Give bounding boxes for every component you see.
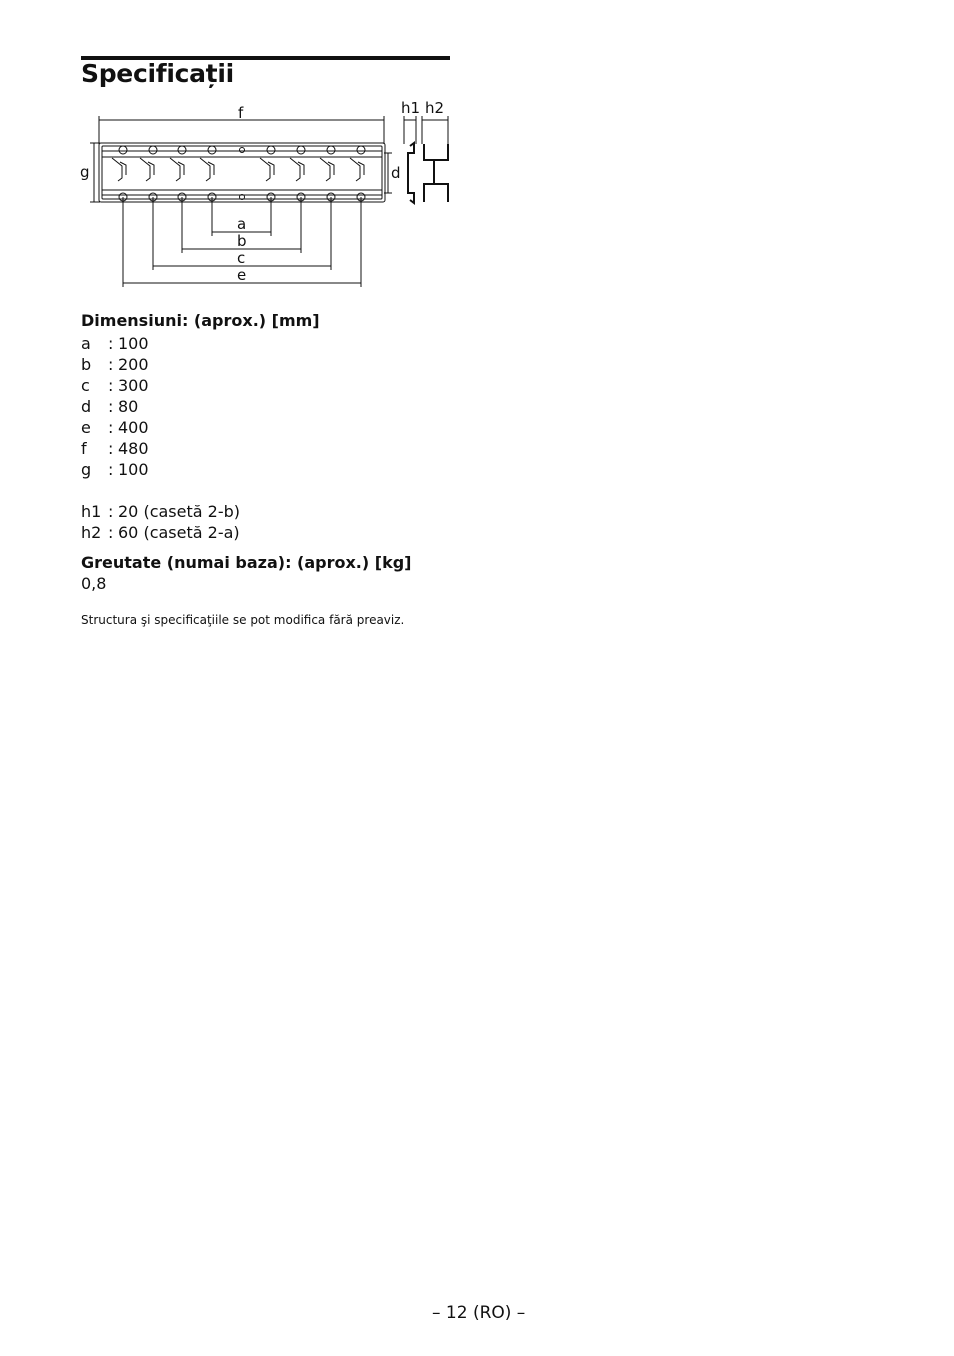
h-dimensions-list	[81, 501, 240, 543]
label-b: b	[237, 232, 247, 250]
dimensions-heading: Dimensiuni: (aprox.) [mm]	[81, 311, 320, 330]
label-h2: h2	[425, 99, 445, 117]
dimensions-list	[81, 333, 149, 480]
weight-value: 0,8	[81, 574, 107, 593]
list-item: f : 480	[81, 439, 149, 458]
label-f: f	[238, 104, 244, 122]
label-e: e	[237, 266, 247, 284]
list-item: h1 : 20 (casetă 2-b)	[81, 502, 240, 521]
list-item: c : 300	[81, 376, 149, 395]
label-h1: h1	[401, 99, 421, 117]
page-title: Specificații	[81, 59, 234, 88]
label-c: c	[237, 249, 246, 267]
label-d: d	[391, 164, 401, 182]
disclaimer-note: Structura şi specificaţiile se pot modifica fără preaviz.	[81, 613, 405, 627]
page-number: – 12 (RO) –	[432, 1303, 526, 1323]
list-item: d : 80	[81, 397, 139, 416]
list-item: h2 : 60 (casetă 2-a)	[81, 523, 240, 542]
list-item: b : 200	[81, 355, 149, 374]
list-item: g : 100	[81, 460, 149, 479]
label-a: a	[237, 215, 247, 233]
list-item: a : 100	[81, 334, 149, 353]
label-g: g	[80, 163, 90, 181]
bracket-diagram	[76, 96, 456, 292]
weight-heading: Greutate (numai baza): (aprox.) [kg]	[81, 553, 412, 572]
list-item: e : 400	[81, 418, 149, 437]
hook-slots	[112, 158, 364, 181]
